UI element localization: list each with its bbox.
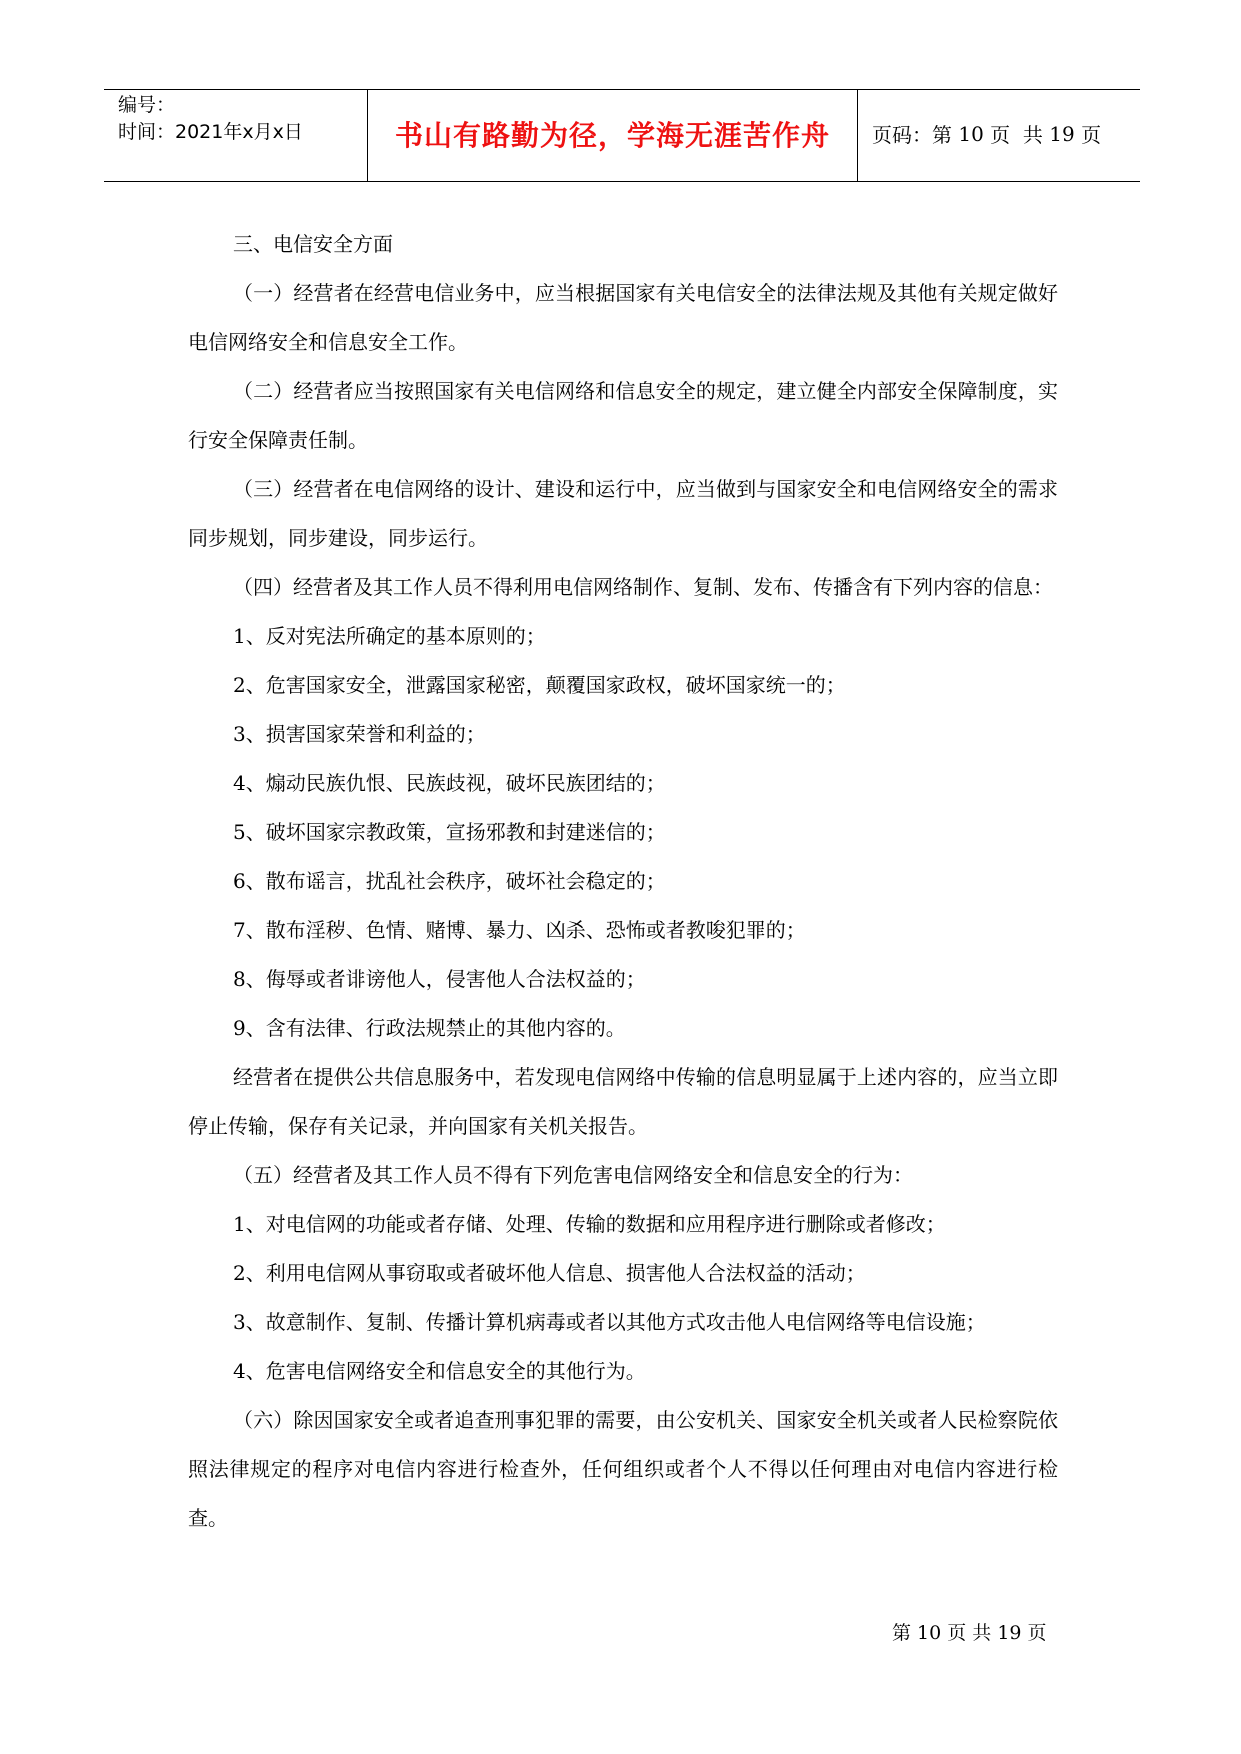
list-item: 2、利用电信网从事窃取或者破坏他人信息、损害他人合法权益的活动； (233, 1261, 866, 1285)
header-page-info (858, 90, 1140, 181)
paragraph: （四）经营者及其工作人员不得利用电信网络制作、复制、发布、传播含有下列内容的信息： (233, 575, 1053, 599)
paragraph: 经营者在提供公共信息服务中，若发现电信网络中传输的信息明显属于上述内容的，应当立即停止传输，保存有关记录，并向国家有关机关报告。 (188, 1065, 1058, 1138)
paragraph: （六）除因国家安全或者追查刑事犯罪的需要，由公安机关、国家安全机关或者人民检察院依照法律规定的程序对电信内容进行检查外，任何组织或者个人不得以任何理由对电信内容进行检查。 (188, 1408, 1058, 1530)
list-item: 4、煽动民族仇恨、民族歧视，破坏民族团结的； (233, 771, 666, 795)
paragraph: （五）经营者及其工作人员不得有下列危害电信网络安全和信息安全的行为： (233, 1163, 913, 1187)
header-meta (104, 90, 368, 181)
page-current: 10 (958, 121, 984, 146)
document-number-label: 编号： (118, 94, 176, 116)
section-heading: 三、电信安全方面 (233, 232, 393, 256)
page-header (104, 89, 1140, 182)
list-item: 6、散布谣言，扰乱社会秩序，破坏社会稳定的； (233, 869, 666, 893)
header-motto: 书山有路勤为径，学海无涯苦作舟 (368, 90, 858, 181)
page-suffix: 页 (1081, 123, 1102, 147)
list-item: 1、反对宪法所确定的基本原则的； (233, 624, 546, 648)
list-item: 4、危害电信网络安全和信息安全的其他行为。 (233, 1359, 646, 1383)
page-prefix: 页码：第 (872, 123, 952, 147)
page-total: 19 (1049, 121, 1075, 146)
page-mid: 页 共 (990, 123, 1043, 147)
paragraph: （三）经营者在电信网络的设计、建设和运行中，应当做到与国家安全和电信网络安全的需求同步规划，同步建设，同步运行。 (188, 477, 1058, 550)
page-footer: 第 10 页 共 19 页 (892, 1622, 1047, 1644)
document-body (188, 220, 1058, 1543)
list-item: 3、故意制作、复制、传播计算机病毒或者以其他方式攻击他人电信网络等电信设施； (233, 1310, 986, 1334)
list-item: 3、损害国家荣誉和利益的； (233, 722, 486, 746)
list-item: 5、破坏国家宗教政策，宣扬邪教和封建迷信的； (233, 820, 666, 844)
paragraph: （一）经营者在经营电信业务中，应当根据国家有关电信安全的法律法规及其他有关规定做好电信网络安全和信息安全工作。 (188, 281, 1058, 354)
list-item: 1、对电信网的功能或者存储、处理、传输的数据和应用程序进行删除或者修改； (233, 1212, 946, 1236)
paragraph: （二）经营者应当按照国家有关电信网络和信息安全的规定，建立健全内部安全保障制度，实行安全保障责任制。 (188, 379, 1058, 452)
list-item: 2、危害国家安全，泄露国家秘密，颠覆国家政权，破坏国家统一的； (233, 673, 846, 697)
list-item: 8、侮辱或者诽谤他人，侵害他人合法权益的； (233, 967, 646, 991)
document-time-label: 时间：2021年x月x日 (118, 121, 303, 143)
list-item: 7、散布淫秽、色情、赌博、暴力、凶杀、恐怖或者教唆犯罪的； (233, 918, 806, 942)
list-item: 9、含有法律、行政法规禁止的其他内容的。 (233, 1016, 626, 1040)
